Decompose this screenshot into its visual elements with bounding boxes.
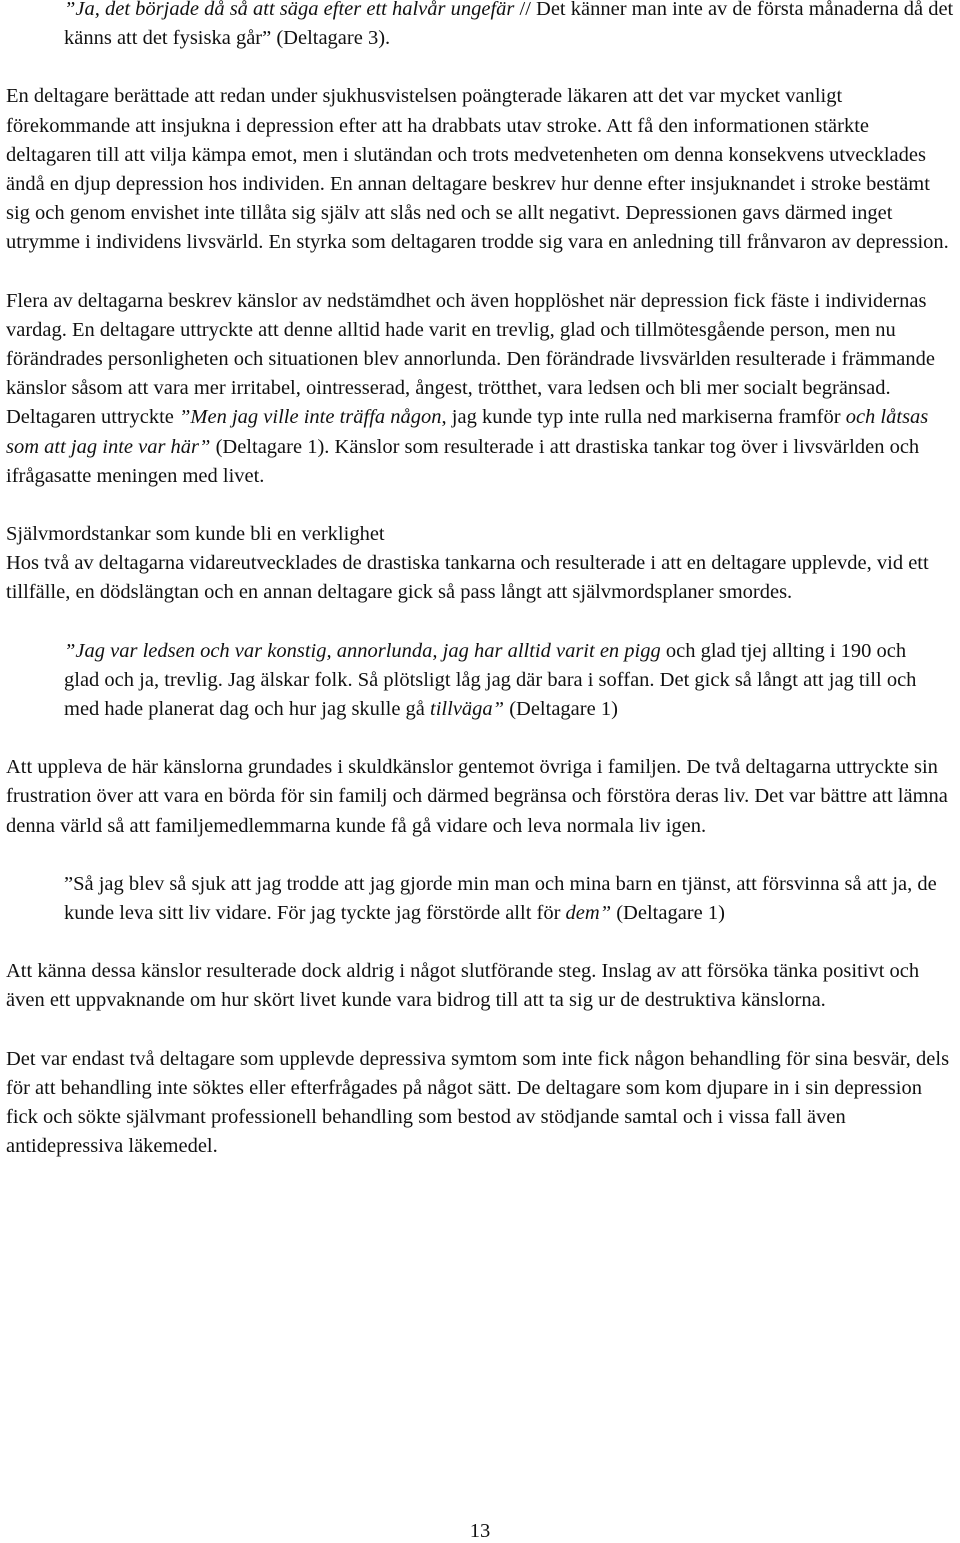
block-quote-1: ”Jag var ledsen och var konstig, annorlunda, jag har alltid varit en pigg och glad tjej allting i 190 och glad och ja, trevlig. Jag älskar folk. Så plötsligt låg jag där bara i soffan. Det gick så långt att jag till och med hade planerat dag och hur jag skulle gå tillväga” (Deltagare 1) [64, 639, 917, 721]
inline-quote: och låtsas som att jag inte var här” [6, 406, 929, 458]
quote-italic: ”Ja, det började då så att säga efter ett halvår ungefär [64, 0, 515, 20]
quote-text: // Det känner man inte av de första månaderna då det känns att det fysiska går” (Deltagare 3). [64, 0, 954, 50]
page-number: 13 [469, 1520, 491, 1542]
paragraph-suicidal-thoughts: Hos två av deltagarna vidareutvecklades de drastiska tankarna och resulterade i att en deltagare upplevde, vid ett tillfälle, en dödslängtan och en annan deltagare gick så pass långt att självmordsplaner smordes. [6, 552, 929, 604]
inline-quote: ”Men jag ville inte träffa någon [179, 406, 442, 429]
paragraph-hopelessness: Flera av deltagarna beskrev känslor av nedstämdhet och även hopplöshet när depression fick fäste i individernas vardag. En deltagare uttryckte att denne alltid hade varit en trevlig, glad och tillmötesgående person, men nu förändrades personligheten och situationen blev annorlunda. Den förändrade livsvärlden resulterade i främmande känslor såsom att vara mer irritabel, ointresserad, ångest, trötthet, vara ledsen och bli mer socialt begränsad. Deltagaren uttryckte ”Men jag ville inte träffa någon, jag kunde typ inte rulla ned markiserna framför och låtsas som att jag inte var här” (Deltagare 1). Känslor som resulterade i att drastiska tankar tog över i livsvärlden och ifrågasatte meningen med livet. [6, 289, 935, 487]
block-quote-2: ”Så jag blev så sjuk att jag trodde att jag gjorde min man och mina barn en tjänst, att försvinna så att ja, de kunde leva sitt liv vidare. För jag tyckte jag förstörde allt för dem” (Deltagare 1) [64, 872, 937, 925]
paragraph-positive-thinking: Att känna dessa känslor resulterade dock aldrig i något slutförande steg. Inslag av att försöka tänka positivt och även ett uppvaknande om hur skört livet kunde vara bidrog till att ta sig ur de destruktiva känslorna. [6, 960, 920, 1012]
paragraph-treatment: Det var endast två deltagare som upplevde depressiva symtom som inte fick någon behandling för sina besvär, dels för att behandling inte söktes eller efterfrågades på något sätt. De deltagare som kom djupare in i sin depression fick och sökte självmant professionell behandling som bestod av stödjande samtal och i vissa fall även antidepressiva läkemedel. [6, 1047, 950, 1158]
document-page [6, 0, 954, 1162]
quote-continuation [6, 0, 954, 53]
paragraph-guilt: Att uppleva de här känslorna grundades i skuldkänslor gentemot övriga i familjen. De två deltagarna uttryckte sin frustration över att vara en börda för sin familj och därmed begränsa och förstöra deras liv. Det var bättre att lämna denna värld så att familjemedlemmarna kunde få gå vidare och leva normala liv igen. [6, 756, 948, 837]
section-heading: Självmordstankar som kunde bli en verklighet [6, 523, 385, 546]
paragraph-depression-awareness: En deltagare berättade att redan under sjukhusvistelsen poängterade läkaren att det var mycket vanligt förekommande att insjukna i depression efter att ha drabbats utav stroke. Att få den informationen stärkte deltagaren till att vilja kämpa emot, men i slutändan och trots medvetenheten om denna konsekvens utvecklades ändå en djup depression hos individen. En annan deltagare beskrev hur denne efter insjuknandet i stroke bestämt sig och genom envishet inte tillåta sig själv att slås ned och se allt negativt. Depressionen gavs därmed inget utrymme i individens livsvärld. En styrka som deltagaren trodde sig vara en anledning till frånvaron av depression. [6, 85, 949, 254]
